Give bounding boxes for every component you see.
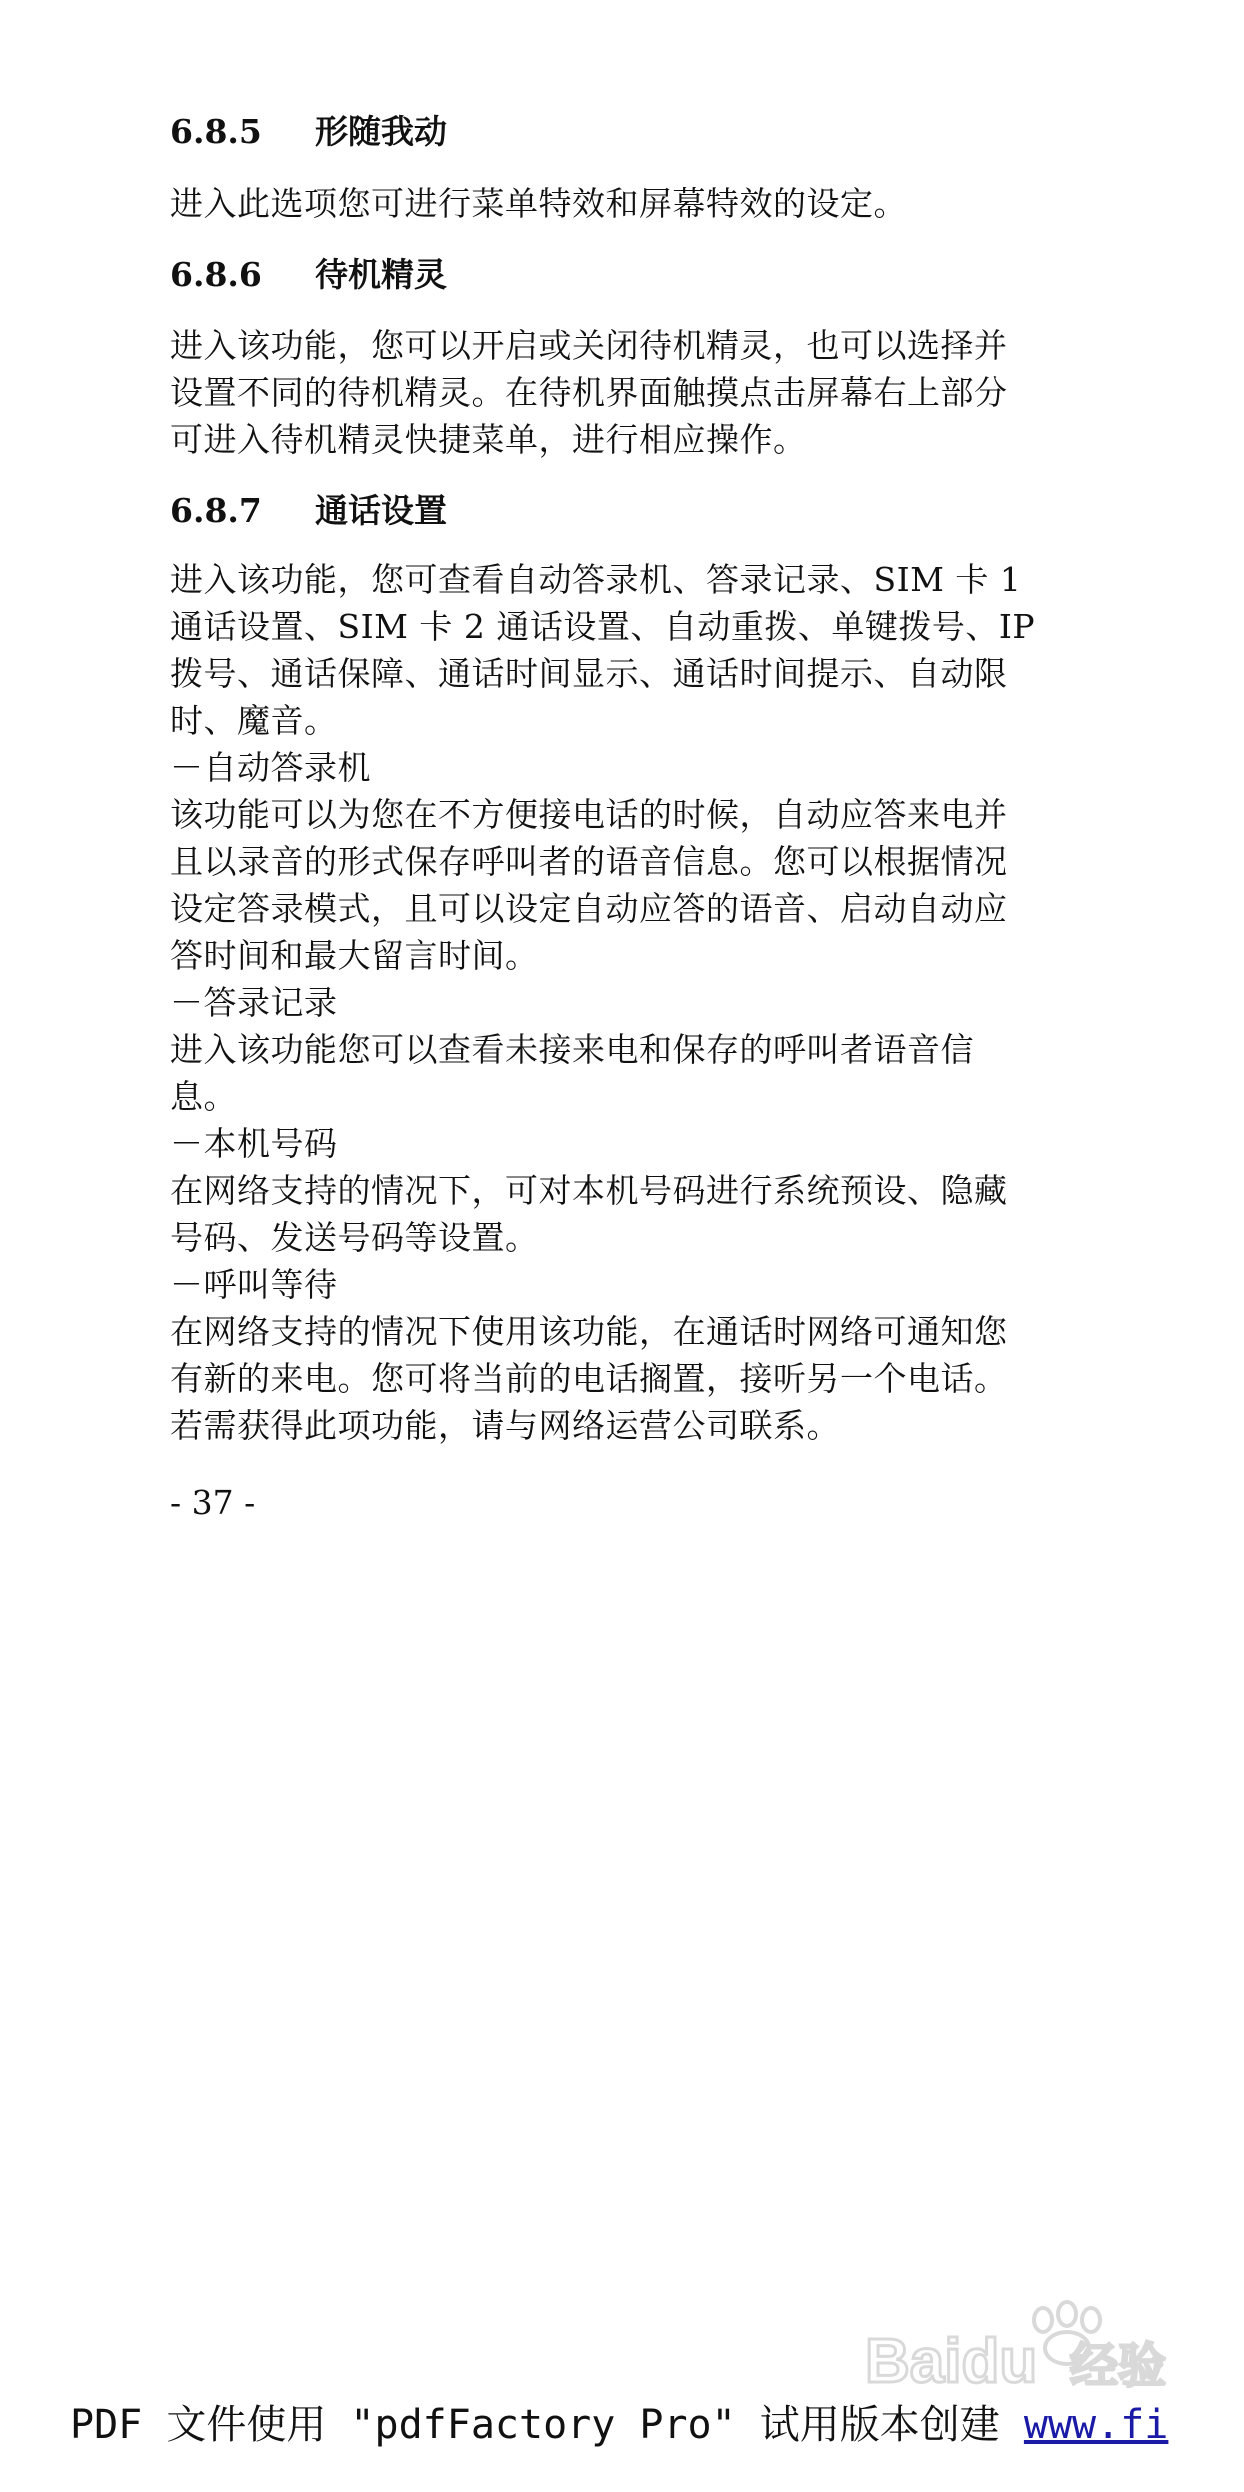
body-line: 进入该功能，您可以开启或关闭待机精灵，也可以选择并 [170, 326, 1008, 365]
section-heading-6-8-7 [170, 491, 447, 531]
sub-heading-call-waiting: －呼叫等待 [170, 1265, 338, 1304]
baidu-jingyan-watermark-logo [855, 2290, 1185, 2400]
section-title: 形随我动 [315, 112, 447, 151]
section-number: 6.8.6 [170, 255, 262, 294]
sub-heading-answer-records: －答录记录 [170, 983, 338, 1022]
section-number: 6.8.7 [170, 491, 262, 530]
sub-heading-own-number: －本机号码 [170, 1124, 338, 1163]
body-line: 息。 [170, 1077, 237, 1116]
page-number: - 37 - [170, 1483, 256, 1522]
body-line: 进入此选项您可进行菜单特效和屏幕特效的设定。 [170, 184, 907, 223]
section-heading-6-8-6 [170, 255, 447, 295]
pdf-footer [70, 2400, 1168, 2450]
body-line: 在网络支持的情况下使用该功能，在通话时网络可通知您 [170, 1312, 1008, 1351]
section-title: 通话设置 [315, 491, 447, 530]
section-body-6-8-5 [170, 180, 1080, 227]
body-line: 若需获得此项功能，请与网络运营公司联系。 [170, 1406, 840, 1445]
body-line: 该功能可以为您在不方便接电话的时候，自动应答来电并 [170, 795, 1008, 834]
body-line: 号码、发送号码等设置。 [170, 1218, 539, 1257]
body-line: 答时间和最大留言时间。 [170, 936, 539, 975]
body-line: 在网络支持的情况下，可对本机号码进行系统预设、隐藏 [170, 1171, 1008, 1210]
watermark-suffix-text: 经验 [1070, 2338, 1167, 2394]
body-line: 有新的来电。您可将当前的电话搁置，接听另一个电话。 [170, 1359, 1008, 1398]
body-line: 可进入待机精灵快捷菜单，进行相应操作。 [170, 420, 807, 459]
section-number: 6.8.5 [170, 112, 262, 151]
footer-text: PDF 文件使用 "pdfFactory Pro" 试用版本创建 [70, 2402, 1024, 2448]
body-line: 通话设置、SIM 卡 2 通话设置、自动重拨、单键拨号、IP [170, 607, 1036, 646]
body-line: 拨号、通话保障、通话时间显示、通话时间提示、自动限 [170, 654, 1008, 693]
section-body-6-8-7 [170, 556, 1080, 1449]
watermark-brand-text: Baidu [865, 2327, 1038, 2396]
body-line: 设置不同的待机精灵。在待机界面触摸点击屏幕右上部分 [170, 373, 1008, 412]
body-line: 时、魔音。 [170, 701, 338, 740]
body-line: 设定答录模式，且可以设定自动应答的语音、启动自动应 [170, 889, 1008, 928]
section-body-6-8-6 [170, 322, 1080, 463]
sub-heading-auto-answer: －自动答录机 [170, 748, 371, 787]
body-line: 进入该功能，您可查看自动答录机、答录记录、SIM 卡 1 [170, 560, 1022, 599]
body-line: 且以录音的形式保存呼叫者的语音信息。您可以根据情况 [170, 842, 1008, 881]
body-line: 进入该功能您可以查看未接来电和保存的呼叫者语音信 [170, 1030, 974, 1069]
footer-link[interactable]: www.fi [1023, 2402, 1169, 2448]
section-heading-6-8-5 [170, 112, 447, 152]
section-title: 待机精灵 [315, 255, 447, 294]
